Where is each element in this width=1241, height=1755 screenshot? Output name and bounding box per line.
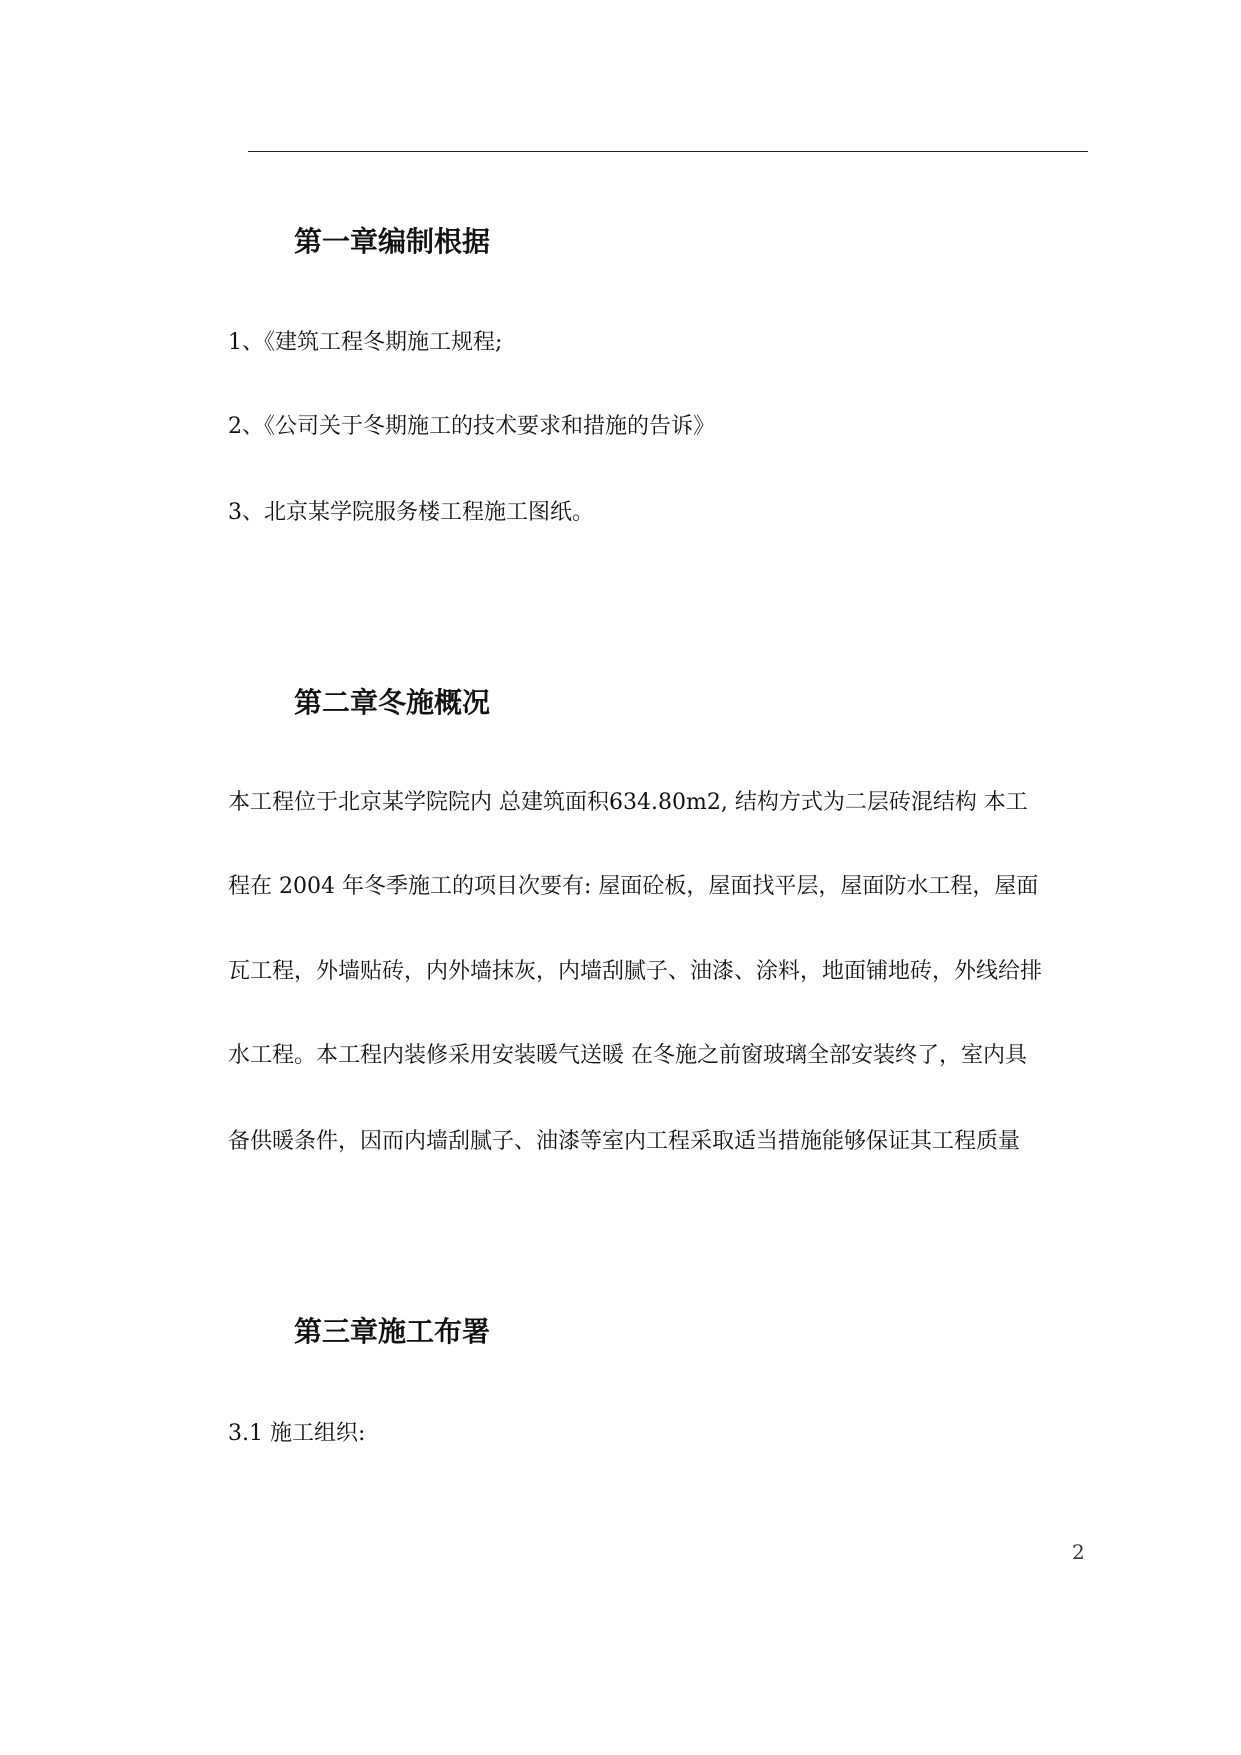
overview-line-5: 备供暖条件，因而内墙刮腻子、油漆等室内工程采取适当措施能够保证其工程质量 xyxy=(228,1129,1021,1154)
overview-line-4: 水工程。本工程内装修采用安装暖气送暖 在冬施之前窗玻璃全部安装终了，室内具 xyxy=(228,1043,1027,1068)
chapter-1-heading: 第一章编制根据 xyxy=(294,225,491,258)
overview-line-1: 本工程位于北京某学院院内 总建筑面积634.80m2, 结构方式为二层砖混结构 本工 xyxy=(228,790,1028,815)
chapter-3-heading: 第三章施工布署 xyxy=(294,1315,491,1348)
reference-item-1: 1、《建筑工程冬期施工规程; xyxy=(228,330,503,355)
page-number: 2 xyxy=(1072,1540,1085,1564)
header-rule xyxy=(248,151,1088,152)
chapter-2-heading: 第二章冬施概况 xyxy=(294,686,491,719)
reference-item-2: 2、《公司关于冬期施工的技术要求和措施的告诉》 xyxy=(228,414,715,439)
section-3-1: 3.1 施工组织: xyxy=(228,1421,366,1446)
overview-line-2: 程在 2004 年冬季施工的项目次要有: 屋面砼板，屋面找平层，屋面防水工程，屋面 xyxy=(228,874,1039,899)
overview-line-3: 瓦工程，外墙贴砖，内外墙抹灰，内墙刮腻子、油漆、涂料，地面铺地砖，外线给排 xyxy=(228,959,1043,984)
reference-item-3: 3、北京某学院服务楼工程施工图纸。 xyxy=(228,500,594,525)
